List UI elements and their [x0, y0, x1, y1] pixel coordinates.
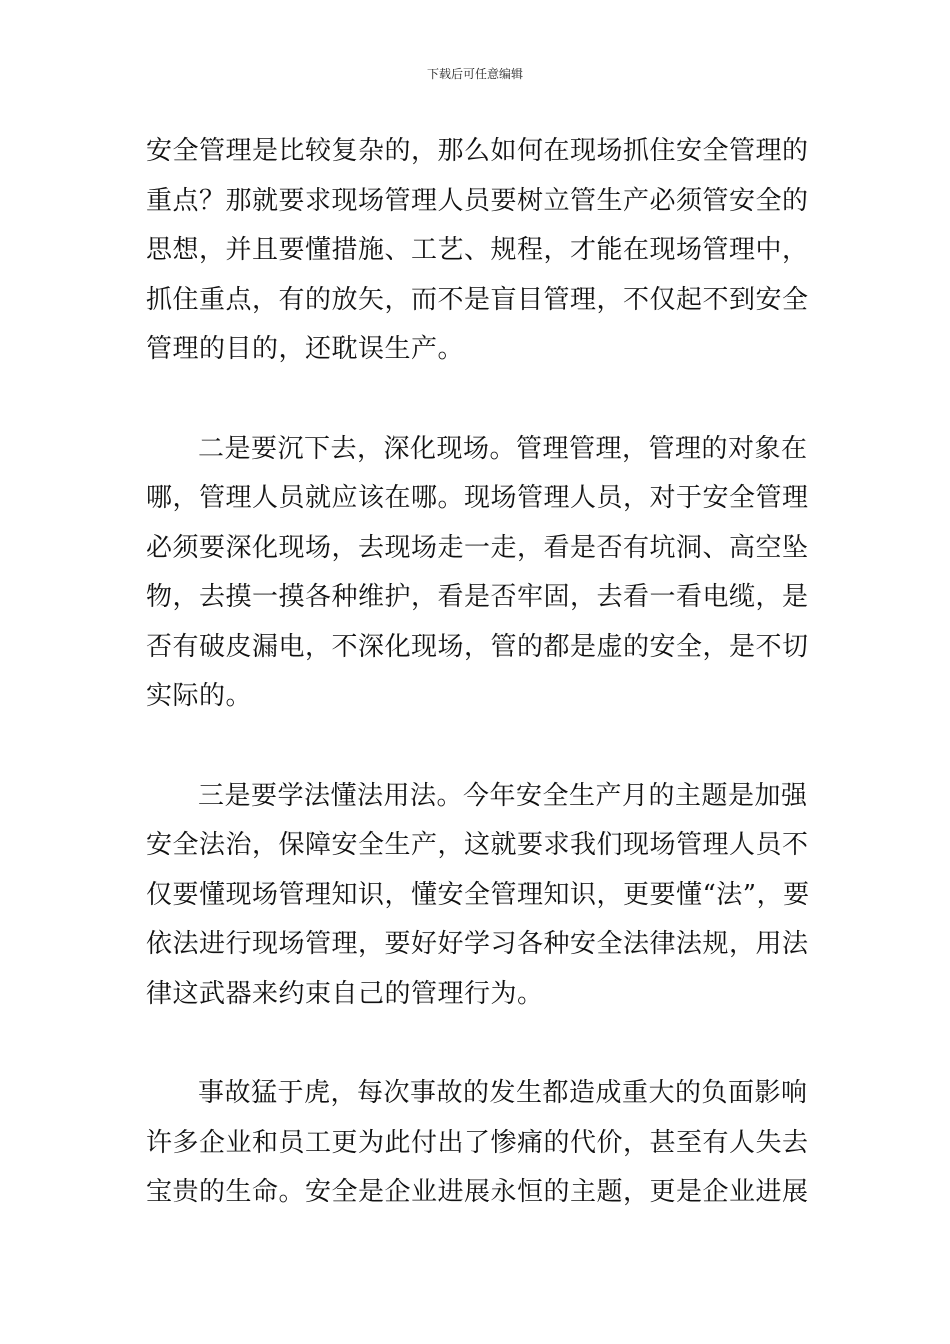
paragraph-gap	[146, 1019, 810, 1069]
paragraph-1: 安全管理是比较复杂的，那么如何在现场抓住安全管理的重点？那就要求现场管理人员要树立管生产必须管安全的思想，并且要懂措施、工艺、规程，才能在现场管理中，抓住重点，有的放矢，而不是盲目管理，不仅起不到安全管理的目的，还耽误生产。	[146, 136, 809, 364]
paragraph-3: 三是要学法懂法用法。今年安全生产月的主题是加强安全法治，保障安全生产，这就要求我们现场管理人员不仅要懂现场管理知识，懂安全管理知识，更要懂“法”，要依法进行现场管理，要好好学习各种安全法律法规，用法律这武器来约束自己的管理行为。	[146, 780, 810, 1009]
paragraph-gap	[146, 375, 810, 425]
page-header-note: 下载后可任意编辑	[426, 67, 523, 81]
paragraph-4: 事故猛于虎，每次事故的发生都造成重大的负面影响许多企业和员工更为此付出了惨痛的代价，甚至有人失去宝贵的生命。安全是企业进展永恒的主题，更是企业进展	[146, 1078, 809, 1207]
paragraph-gap	[146, 722, 810, 772]
document-body	[146, 127, 810, 1218]
paragraph-2: 二是要沉下去，深化现场。管理管理，管理的对象在哪，管理人员就应该在哪。现场管理人员，对于安全管理必须要深化现场，去现场走一走，看是否有坑洞、高空坠物，去摸一摸各种维护，看是否牢固，去看一看电缆，是否有破皮漏电，不深化现场，管的都是虚的安全，是不切实际的。	[146, 433, 809, 711]
